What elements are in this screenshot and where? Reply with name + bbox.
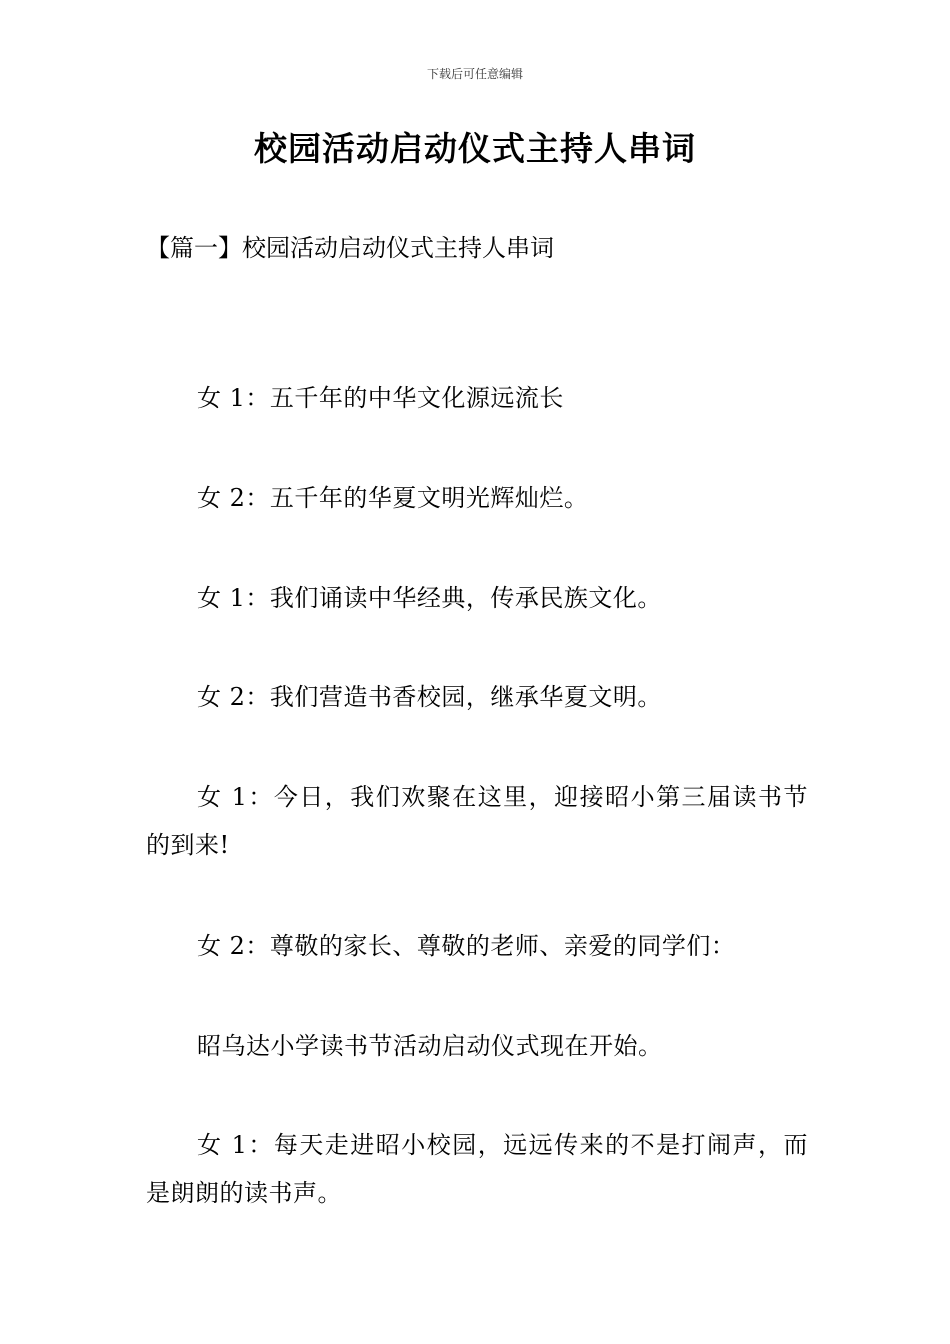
paragraph: 女 1：今日，我们欢聚在这里，迎接昭小第三届读书节的到来! bbox=[146, 783, 808, 859]
paragraph: 女 1：我们诵读中华经典，传承民族文化。 bbox=[197, 584, 662, 612]
header-note: 下载后可任意编辑 bbox=[426, 67, 523, 81]
paragraph: 昭乌达小学读书节活动启动仪式现在开始。 bbox=[197, 1032, 663, 1060]
paragraph: 女 1：每天走进昭小校园，远远传来的不是打闹声，而是朗朗的读书声。 bbox=[146, 1131, 808, 1207]
paragraph: 女 2：我们营造书香校园，继承华夏文明。 bbox=[197, 683, 662, 711]
paragraph: 女 1：五千年的中华文化源远流长 bbox=[197, 384, 564, 412]
document-title: 校园活动启动仪式主持人串词 bbox=[254, 129, 696, 168]
paragraph: 女 2：尊敬的家长、尊敬的老师、亲爱的同学们： bbox=[197, 932, 736, 960]
paragraph: 女 2：五千年的华夏文明光辉灿烂。 bbox=[197, 484, 589, 512]
section-heading: 【篇一】校园活动启动仪式主持人串词 bbox=[146, 234, 554, 262]
